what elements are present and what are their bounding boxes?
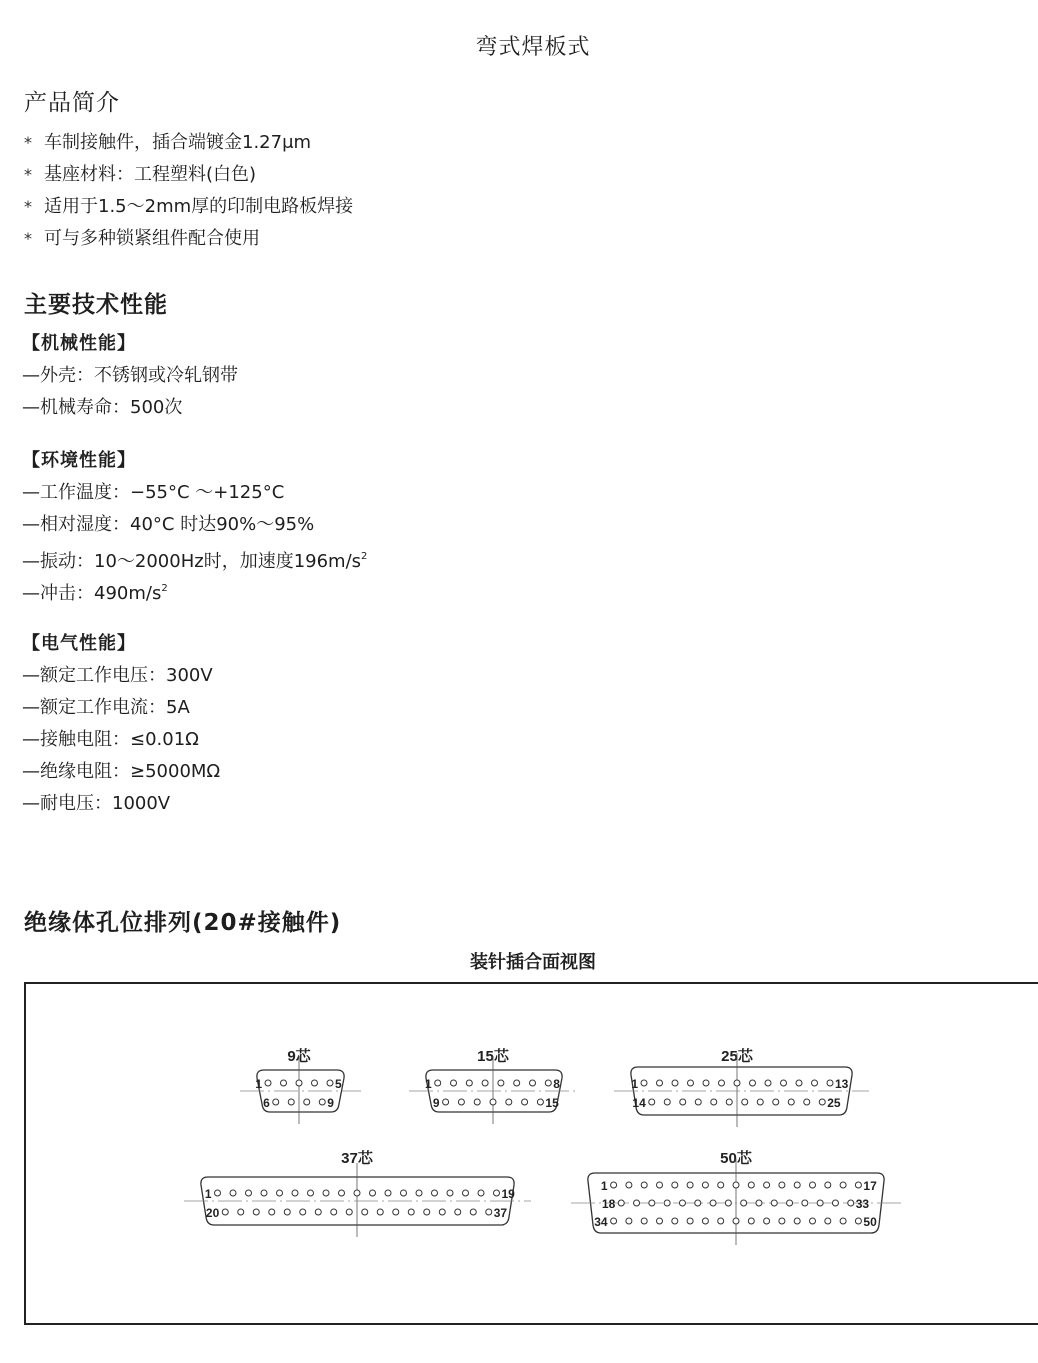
pin-hole-icon: [300, 1209, 306, 1215]
bullet-star-icon: *: [24, 165, 32, 184]
pin-hole-icon: [362, 1209, 368, 1215]
pin-number-start: 6: [263, 1096, 270, 1110]
pin-hole-icon: [764, 1182, 770, 1188]
pin-hole-icon: [273, 1099, 279, 1105]
pin-hole-icon: [733, 1182, 739, 1188]
pin-hole-icon: [664, 1200, 670, 1206]
pin-number-end: 33: [855, 1197, 870, 1211]
pin-hole-icon: [304, 1099, 310, 1105]
pin-number-start: 1: [204, 1187, 212, 1201]
connector-25芯: [614, 1048, 869, 1127]
pin-hole-icon: [494, 1190, 500, 1196]
pin-hole-icon: [611, 1182, 617, 1188]
pin-hole-icon: [657, 1080, 663, 1086]
layout-heading: 绝缘体孔位排列(20#接触件): [24, 910, 342, 936]
pin-hole-icon: [432, 1190, 438, 1196]
pin-hole-icon: [734, 1080, 740, 1086]
pin-hole-icon: [641, 1218, 647, 1224]
pin-number-start: 1: [255, 1077, 262, 1091]
pin-hole-icon: [679, 1200, 685, 1206]
electrical-title: 【电气性能】: [22, 633, 136, 654]
pin-number-end: 37: [493, 1206, 508, 1220]
pin-hole-icon: [718, 1218, 724, 1224]
pin-hole-icon: [626, 1182, 632, 1188]
bullet-star-icon: *: [24, 197, 32, 216]
pin-hole-icon: [702, 1182, 708, 1188]
pin-hole-icon: [261, 1190, 267, 1196]
pin-hole-icon: [447, 1190, 453, 1196]
mechanical-title: 【机械性能】: [22, 333, 136, 354]
pin-hole-icon: [451, 1080, 457, 1086]
connector-label: 37芯: [341, 1150, 373, 1167]
pin-hole-icon: [757, 1099, 763, 1105]
intro-item: * 车制接触件，插合端镀金1.27μm: [24, 127, 353, 159]
pin-hole-icon: [718, 1182, 724, 1188]
pin-hole-icon: [827, 1080, 833, 1086]
pin-hole-icon: [848, 1200, 854, 1206]
document-title: 弯式焊板式: [475, 35, 591, 60]
pin-hole-icon: [781, 1080, 787, 1086]
pin-hole-icon: [514, 1080, 520, 1086]
intro-item: * 可与多种锁紧组件配合使用: [24, 223, 353, 255]
pin-hole-icon: [611, 1218, 617, 1224]
spec-line: —接触电阻：≤0.01Ω: [22, 729, 199, 750]
pin-hole-icon: [315, 1209, 321, 1215]
spec-line: —额定工作电流：5A: [22, 697, 190, 718]
pin-hole-icon: [424, 1209, 430, 1215]
pin-hole-icon: [215, 1190, 221, 1196]
pin-number-end: 17: [863, 1179, 877, 1193]
pin-number-end: 19: [501, 1187, 515, 1201]
pin-hole-icon: [649, 1200, 655, 1206]
pin-number-end: 8: [553, 1077, 560, 1091]
pin-hole-icon: [748, 1218, 754, 1224]
connector-37芯: [184, 1150, 531, 1237]
pin-hole-icon: [522, 1099, 528, 1105]
pin-hole-icon: [832, 1200, 838, 1206]
pin-number-start: 1: [631, 1077, 638, 1091]
pin-hole-icon: [377, 1209, 383, 1215]
pin-number-end: 15: [545, 1096, 559, 1110]
pin-hole-icon: [634, 1200, 640, 1206]
pin-hole-icon: [725, 1200, 731, 1206]
pin-hole-icon: [687, 1182, 693, 1188]
pin-number-start: 1: [425, 1077, 432, 1091]
pin-hole-icon: [794, 1218, 800, 1224]
pin-hole-icon: [277, 1190, 283, 1196]
pin-hole-icon: [474, 1099, 480, 1105]
pin-hole-icon: [463, 1190, 469, 1196]
pin-hole-icon: [750, 1080, 756, 1086]
pin-hole-icon: [703, 1080, 709, 1086]
connector-50芯: [571, 1150, 901, 1245]
spec-line: —额定工作电压：300V: [22, 665, 213, 686]
pin-hole-icon: [281, 1080, 287, 1086]
pin-number-end: 50: [863, 1215, 877, 1229]
pin-hole-icon: [458, 1099, 464, 1105]
pin-hole-icon: [269, 1209, 275, 1215]
environmental-title: 【环境性能】: [22, 450, 136, 471]
pin-hole-icon: [657, 1182, 663, 1188]
spec-line: —工作温度：−55°C ～+125°C: [22, 482, 285, 503]
pin-hole-icon: [804, 1099, 810, 1105]
pin-hole-icon: [439, 1209, 445, 1215]
spec-line: —外壳：不锈钢或冷轧钢带: [22, 365, 238, 386]
pin-hole-icon: [742, 1099, 748, 1105]
bullet-star-icon: *: [24, 229, 32, 248]
pin-hole-icon: [672, 1218, 678, 1224]
pin-hole-icon: [649, 1099, 655, 1105]
pin-hole-icon: [327, 1080, 333, 1086]
pin-hole-icon: [443, 1099, 449, 1105]
pin-hole-icon: [802, 1200, 808, 1206]
connector-9芯: [240, 1048, 361, 1124]
pin-hole-icon: [756, 1200, 762, 1206]
pin-hole-icon: [385, 1190, 391, 1196]
pin-hole-icon: [825, 1182, 831, 1188]
pin-hole-icon: [779, 1218, 785, 1224]
spec-line: —相对湿度：40°C 时达90%～95%: [22, 514, 315, 535]
pin-hole-icon: [296, 1080, 302, 1086]
connector-label: 15芯: [477, 1048, 509, 1065]
pin-hole-icon: [748, 1182, 754, 1188]
pin-hole-icon: [855, 1218, 861, 1224]
pin-hole-icon: [840, 1218, 846, 1224]
pin-hole-icon: [741, 1200, 747, 1206]
spec-line: —绝缘电阻：≥5000MΩ: [22, 761, 221, 782]
pin-hole-icon: [796, 1080, 802, 1086]
pin-hole-icon: [695, 1200, 701, 1206]
pin-hole-icon: [702, 1218, 708, 1224]
pin-hole-icon: [711, 1099, 717, 1105]
pin-hole-icon: [641, 1182, 647, 1188]
intro-heading: 产品简介: [24, 90, 120, 116]
connector-15芯: [409, 1048, 579, 1124]
connector-label: 9芯: [287, 1048, 311, 1065]
pin-hole-icon: [771, 1200, 777, 1206]
spec-line: —冲击：$490m/s^2$: [22, 583, 168, 604]
bullet-star-icon: *: [24, 133, 32, 152]
pin-hole-icon: [680, 1099, 686, 1105]
pin-hole-icon: [498, 1080, 504, 1086]
pin-hole-icon: [672, 1182, 678, 1188]
pin-hole-icon: [710, 1200, 716, 1206]
pin-hole-icon: [825, 1218, 831, 1224]
pin-number-end: 5: [335, 1077, 342, 1091]
pin-hole-icon: [794, 1182, 800, 1188]
pin-hole-icon: [222, 1209, 228, 1215]
pin-number-start: 14: [632, 1096, 646, 1110]
intro-item: * 适用于1.5～2mm厚的印制电路板焊接: [24, 191, 353, 223]
pin-hole-icon: [478, 1190, 484, 1196]
pin-hole-icon: [339, 1190, 345, 1196]
pin-hole-icon: [855, 1182, 861, 1188]
pin-hole-icon: [664, 1099, 670, 1105]
pin-hole-icon: [545, 1080, 551, 1086]
pin-hole-icon: [530, 1080, 536, 1086]
pin-hole-icon: [346, 1209, 352, 1215]
pin-hole-icon: [246, 1190, 252, 1196]
pin-hole-icon: [319, 1099, 325, 1105]
pin-hole-icon: [787, 1200, 793, 1206]
pin-hole-icon: [482, 1080, 488, 1086]
pin-hole-icon: [695, 1099, 701, 1105]
pin-number-end: 13: [835, 1077, 849, 1091]
pin-hole-icon: [726, 1099, 732, 1105]
pin-hole-icon: [764, 1218, 770, 1224]
pin-hole-icon: [370, 1190, 376, 1196]
pin-hole-icon: [265, 1080, 271, 1086]
pin-number-start: 1: [600, 1179, 608, 1193]
pin-hole-icon: [408, 1209, 414, 1215]
pin-hole-icon: [490, 1099, 496, 1105]
pin-hole-icon: [672, 1080, 678, 1086]
spec-line: —振动：10～2000Hz时，加速度$196m/s^2$: [22, 551, 368, 572]
pin-hole-icon: [230, 1190, 236, 1196]
pin-hole-icon: [308, 1190, 314, 1196]
diagram-caption: 装针插合面视图: [470, 952, 596, 973]
pin-hole-icon: [401, 1190, 407, 1196]
pin-hole-icon: [819, 1099, 825, 1105]
pin-hole-icon: [641, 1080, 647, 1086]
pin-hole-icon: [773, 1099, 779, 1105]
pin-hole-icon: [284, 1209, 290, 1215]
pin-hole-icon: [810, 1182, 816, 1188]
spec-line: —机械寿命：500次: [22, 397, 183, 418]
pin-hole-icon: [779, 1182, 785, 1188]
intro-item: * 基座材料：工程塑料(白色): [24, 159, 353, 191]
pin-hole-icon: [719, 1080, 725, 1086]
pin-hole-icon: [810, 1218, 816, 1224]
pin-hole-icon: [288, 1099, 294, 1105]
pin-hole-icon: [817, 1200, 823, 1206]
pin-number-end: 9: [327, 1096, 334, 1110]
pin-hole-icon: [626, 1218, 632, 1224]
pin-number-start: 18: [601, 1197, 616, 1211]
pin-hole-icon: [657, 1218, 663, 1224]
pin-hole-icon: [354, 1190, 360, 1196]
connector-label: 25芯: [721, 1048, 753, 1065]
pin-hole-icon: [733, 1218, 739, 1224]
pin-hole-icon: [253, 1209, 259, 1215]
pin-hole-icon: [238, 1209, 244, 1215]
pin-hole-icon: [312, 1080, 318, 1086]
pin-hole-icon: [812, 1080, 818, 1086]
pin-hole-icon: [537, 1099, 543, 1105]
pin-hole-icon: [393, 1209, 399, 1215]
pin-hole-icon: [292, 1190, 298, 1196]
pin-number-end: 25: [827, 1096, 841, 1110]
pin-hole-icon: [618, 1200, 624, 1206]
pin-hole-icon: [506, 1099, 512, 1105]
connector-label: 50芯: [720, 1150, 752, 1167]
pin-hole-icon: [486, 1209, 492, 1215]
pin-hole-icon: [765, 1080, 771, 1086]
pin-hole-icon: [687, 1218, 693, 1224]
pin-hole-icon: [466, 1080, 472, 1086]
pin-hole-icon: [840, 1182, 846, 1188]
specs-heading: 主要技术性能: [24, 292, 168, 318]
pin-hole-icon: [435, 1080, 441, 1086]
pin-number-start: 20: [205, 1206, 220, 1220]
pin-hole-icon: [331, 1209, 337, 1215]
pin-hole-icon: [416, 1190, 422, 1196]
pin-hole-icon: [788, 1099, 794, 1105]
pin-number-start: 9: [432, 1096, 440, 1110]
pin-hole-icon: [323, 1190, 329, 1196]
pin-number-start: 34: [594, 1215, 608, 1229]
spec-line: —耐电压：1000V: [22, 793, 171, 814]
pin-hole-icon: [470, 1209, 476, 1215]
pin-hole-icon: [455, 1209, 461, 1215]
pin-hole-icon: [688, 1080, 694, 1086]
